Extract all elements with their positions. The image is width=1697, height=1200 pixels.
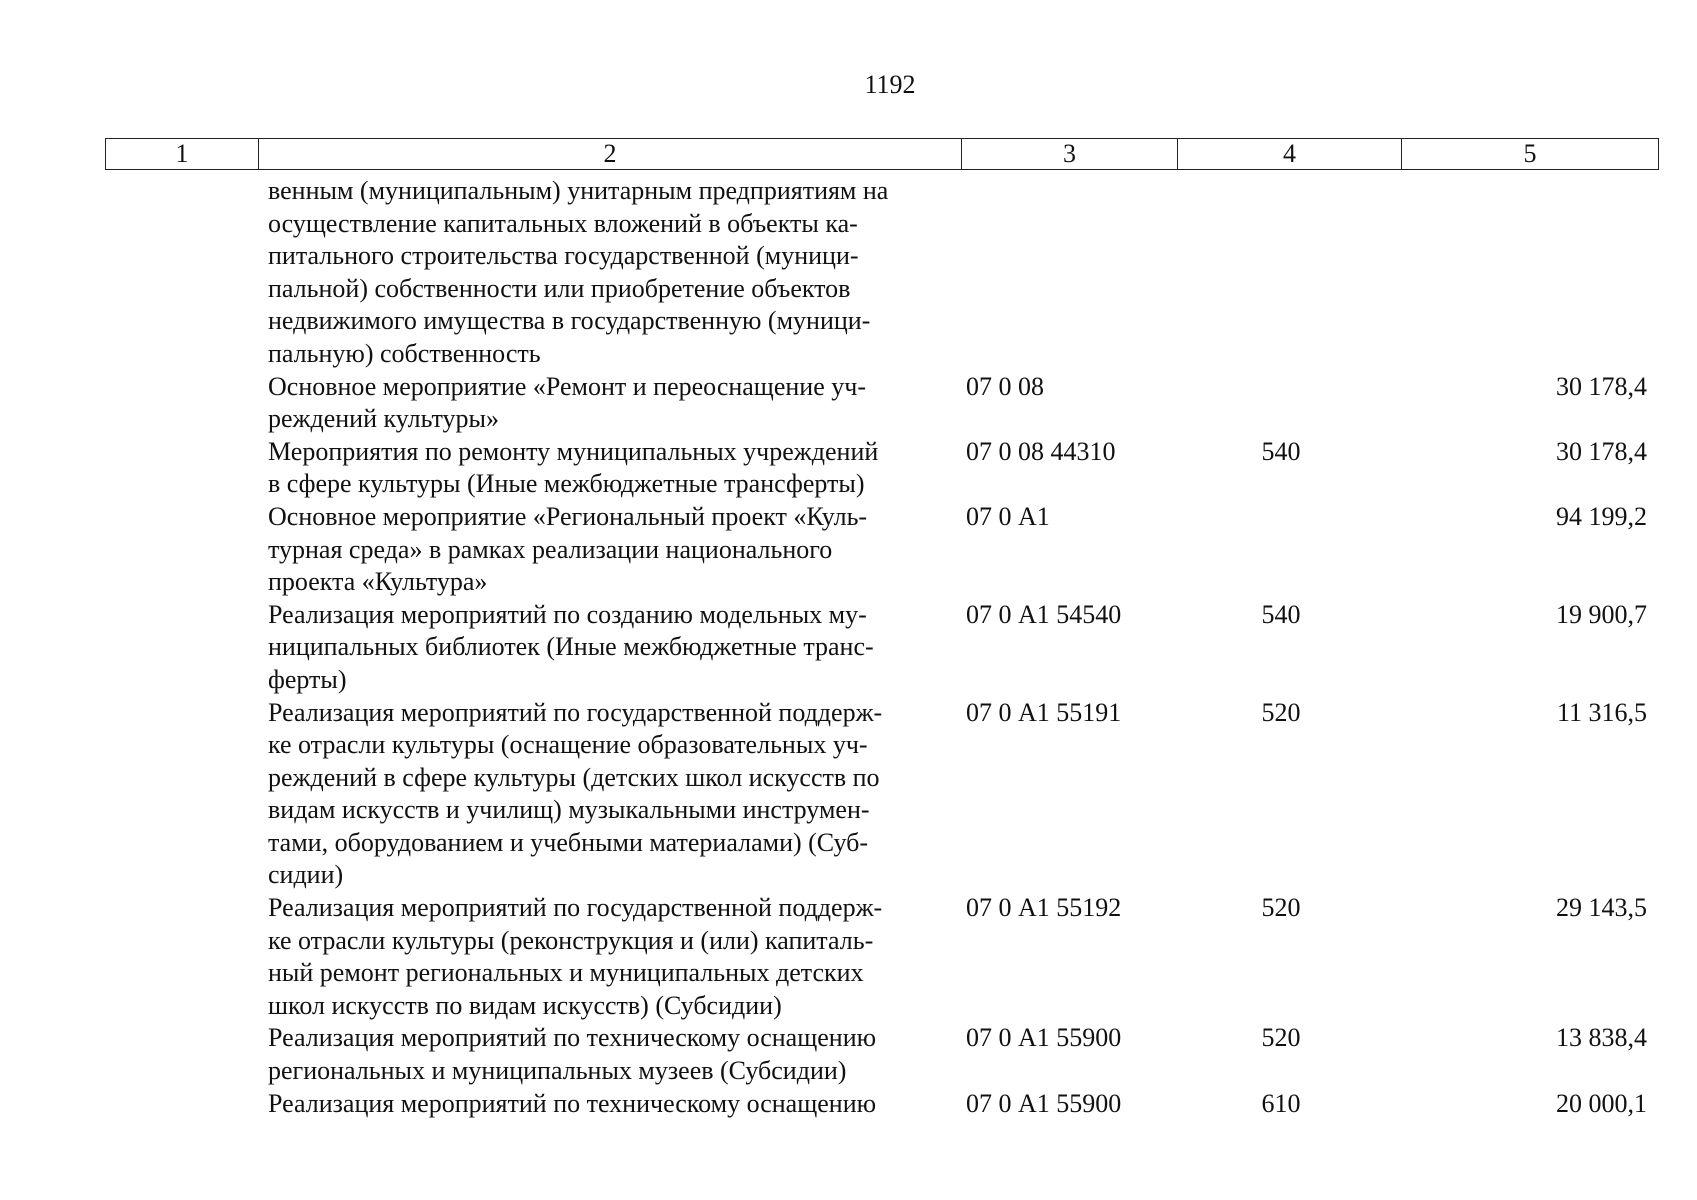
row-code: 07 0 А1 55900 [966, 1023, 1122, 1053]
row-description: венным (муниципальным) унитарным предприятиям на осуществление капитальных вложений в объекты ка- питального строительства государственной (муници- пальной) собственности или приобретение объектов недвижимого имущества в государственную (муници- пальную) собственность [268, 176, 889, 368]
row-expense-type: 520 [1261, 697, 1301, 727]
row-expense-type: 540 [1261, 436, 1301, 466]
row-description: Реализация мероприятий по государственной поддерж- ке отрасли культуры (оснащение образовательных уч- реждений в сфере культуры (детских школ искусств по видам искусств и училищ) музыкальными инструмен- тами, оборудованием и учебными материалами) (Суб- сидии) [268, 697, 883, 890]
table-row [0, 697, 1697, 893]
column-header-row [106, 139, 1659, 170]
row-amount: 29 143,5 [1556, 893, 1647, 923]
row-description: Основное мероприятие «Ремонт и переоснащение уч- реждений культуры» [268, 371, 866, 434]
row-expense-type: 520 [1261, 893, 1301, 923]
row-amount: 30 178,4 [1556, 436, 1647, 466]
column-header-3: 3 [962, 139, 1178, 170]
row-description: Реализация мероприятий по государственной поддерж- ке отрасли культуры (реконструкция и (или) капиталь- ный ремонт региональных и муниципальных детских школ искусств по видам искусств) (Субсидии) [268, 893, 883, 1020]
table-row [0, 892, 1697, 1022]
row-amount: 19 900,7 [1556, 599, 1647, 629]
column-header-1: 1 [106, 139, 259, 170]
row-amount: 94 199,2 [1556, 501, 1647, 531]
row-description: Реализация мероприятий по созданию модельных му- ниципальных библиотек (Иные межбюджетные транс- ферты) [268, 599, 874, 694]
table-row [0, 599, 1697, 697]
row-code: 07 0 А1 55900 [966, 1088, 1122, 1118]
row-expense-type: 520 [1261, 1023, 1301, 1053]
budget-rows [0, 175, 1697, 1120]
row-amount: 30 178,4 [1556, 371, 1647, 401]
page-number: 1192 [864, 70, 916, 99]
row-expense-type: 610 [1261, 1088, 1301, 1118]
row-code: 07 0 08 [966, 371, 1044, 401]
table-row [0, 1022, 1697, 1087]
row-code: 07 0 08 44310 [966, 436, 1116, 466]
column-header-5: 5 [1402, 139, 1659, 170]
row-description: Реализация мероприятий по техническому оснащению региональных и муниципальных музеев (Субсидии) [268, 1023, 877, 1086]
column-header-2: 2 [259, 139, 962, 170]
row-code: 07 0 А1 [966, 501, 1050, 531]
table-row [0, 1088, 1697, 1121]
row-code: 07 0 А1 54540 [966, 599, 1122, 629]
table-row [0, 501, 1697, 599]
column-header-table [105, 138, 1659, 170]
row-description: Мероприятия по ремонту муниципальных учреждений в сфере культуры (Иные межбюджетные трансферты) [268, 436, 879, 499]
column-header-4: 4 [1178, 139, 1402, 170]
row-amount: 11 316,5 [1556, 697, 1647, 727]
row-description: Основное мероприятие «Региональный проект «Куль- турная среда» в рамках реализации национального проекта «Культура» [268, 501, 868, 597]
row-description: Реализация мероприятий по техническому оснащению [268, 1088, 877, 1118]
table-row [0, 175, 1697, 371]
row-expense-type: 540 [1261, 599, 1301, 629]
table-row [0, 436, 1697, 501]
table-row [0, 371, 1697, 436]
row-amount: 13 838,4 [1556, 1023, 1647, 1053]
row-code: 07 0 А1 55191 [966, 697, 1122, 727]
row-amount: 20 000,1 [1556, 1088, 1647, 1118]
row-code: 07 0 А1 55192 [966, 893, 1122, 923]
